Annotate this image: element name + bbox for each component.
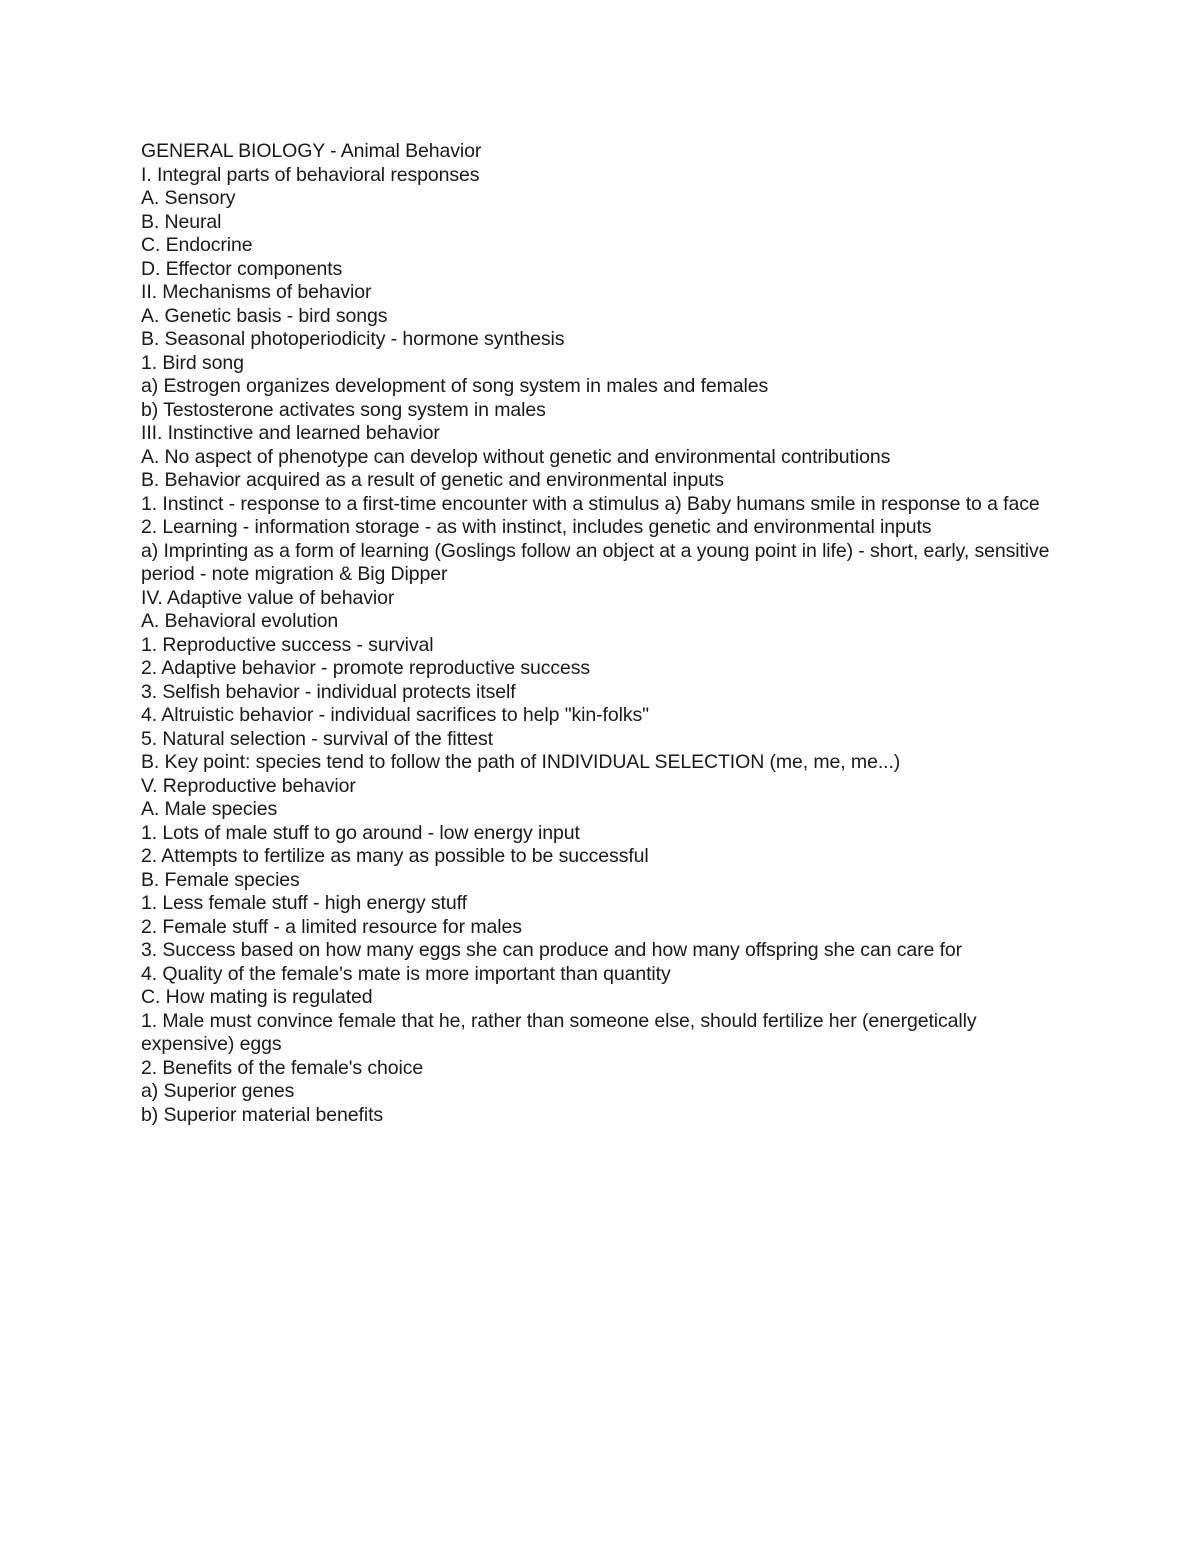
outline-line: A. No aspect of phenotype can develop without genetic and environmental contributions [141,445,891,468]
outline-line: 2. Female stuff - a limited resource for males [141,915,522,938]
outline-line: 1. Instinct - response to a first-time encounter with a stimulus a) Baby humans smile in response to a face [141,492,1040,515]
outline-line: IV. Adaptive value of behavior [141,586,395,609]
outline-line: B. Neural [141,210,222,233]
outline-line: 2. Benefits of the female's choice [141,1056,424,1079]
outline-line: 1. Male must convince female that he, rather than someone else, should fertilize her (energetically expensive) eggs [141,1009,977,1055]
outline-line: 1. Reproductive success - survival [141,633,434,656]
outline-line: 1. Bird song [141,351,244,374]
outline-line: 2. Attempts to fertilize as many as possible to be successful [141,845,649,867]
outline-line: 3. Selfish behavior - individual protects itself [141,680,516,703]
outline-line: B. Seasonal photoperiodicity - hormone synthesis [141,328,565,350]
outline-line: b) Superior material benefits [141,1103,384,1126]
document-title: GENERAL BIOLOGY - Animal Behavior [141,140,482,162]
outline-line: a) Superior genes [141,1080,295,1102]
outline-line: 5. Natural selection - survival of the fittest [141,727,493,750]
outline-line: III. Instinctive and learned behavior [141,422,440,444]
outline-line: II. Mechanisms of behavior [141,281,372,303]
outline-line: A. Genetic basis - bird songs [141,304,388,327]
outline-line: 3. Success based on how many eggs she can produce and how many offspring she can care for [141,939,963,961]
outline-line: I. Integral parts of behavioral responses [141,163,480,186]
outline-line: B. Female species [141,868,300,891]
outline-line: D. Effector components [141,257,343,280]
document-body [141,140,1061,1127]
outline-line: V. Reproductive behavior [141,774,356,797]
outline-line: 2. Learning - information storage - as with instinct, includes genetic and environmental inputs [141,516,932,538]
outline-line: a) Estrogen organizes development of song system in males and females [141,375,769,397]
outline-line: A. Sensory [141,187,236,209]
outline-line: 1. Lots of male stuff to go around - low energy input [141,821,580,844]
outline-line: C. Endocrine [141,234,253,256]
outline-line: C. How mating is regulated [141,986,373,1008]
outline-line: a) Imprinting as a form of learning (Goslings follow an object at a young point in life) - short, early, sensitive period - note migration & Big Dipper [141,539,1050,585]
outline-line: B. Behavior acquired as a result of genetic and environmental inputs [141,469,724,491]
outline-line: 2. Adaptive behavior - promote reproductive success [141,657,591,679]
outline-line: A. Behavioral evolution [141,610,339,632]
outline-line: A. Male species [141,798,278,820]
outline-line: 4. Quality of the female's mate is more important than quantity [141,962,671,985]
outline-line: 1. Less female stuff - high energy stuff [141,892,467,914]
outline-line: B. Key point: species tend to follow the path of INDIVIDUAL SELECTION (me, me, me...) [141,751,901,773]
outline-line: 4. Altruistic behavior - individual sacrifices to help "kin-folks" [141,704,649,726]
outline-line: b) Testosterone activates song system in males [141,398,546,421]
